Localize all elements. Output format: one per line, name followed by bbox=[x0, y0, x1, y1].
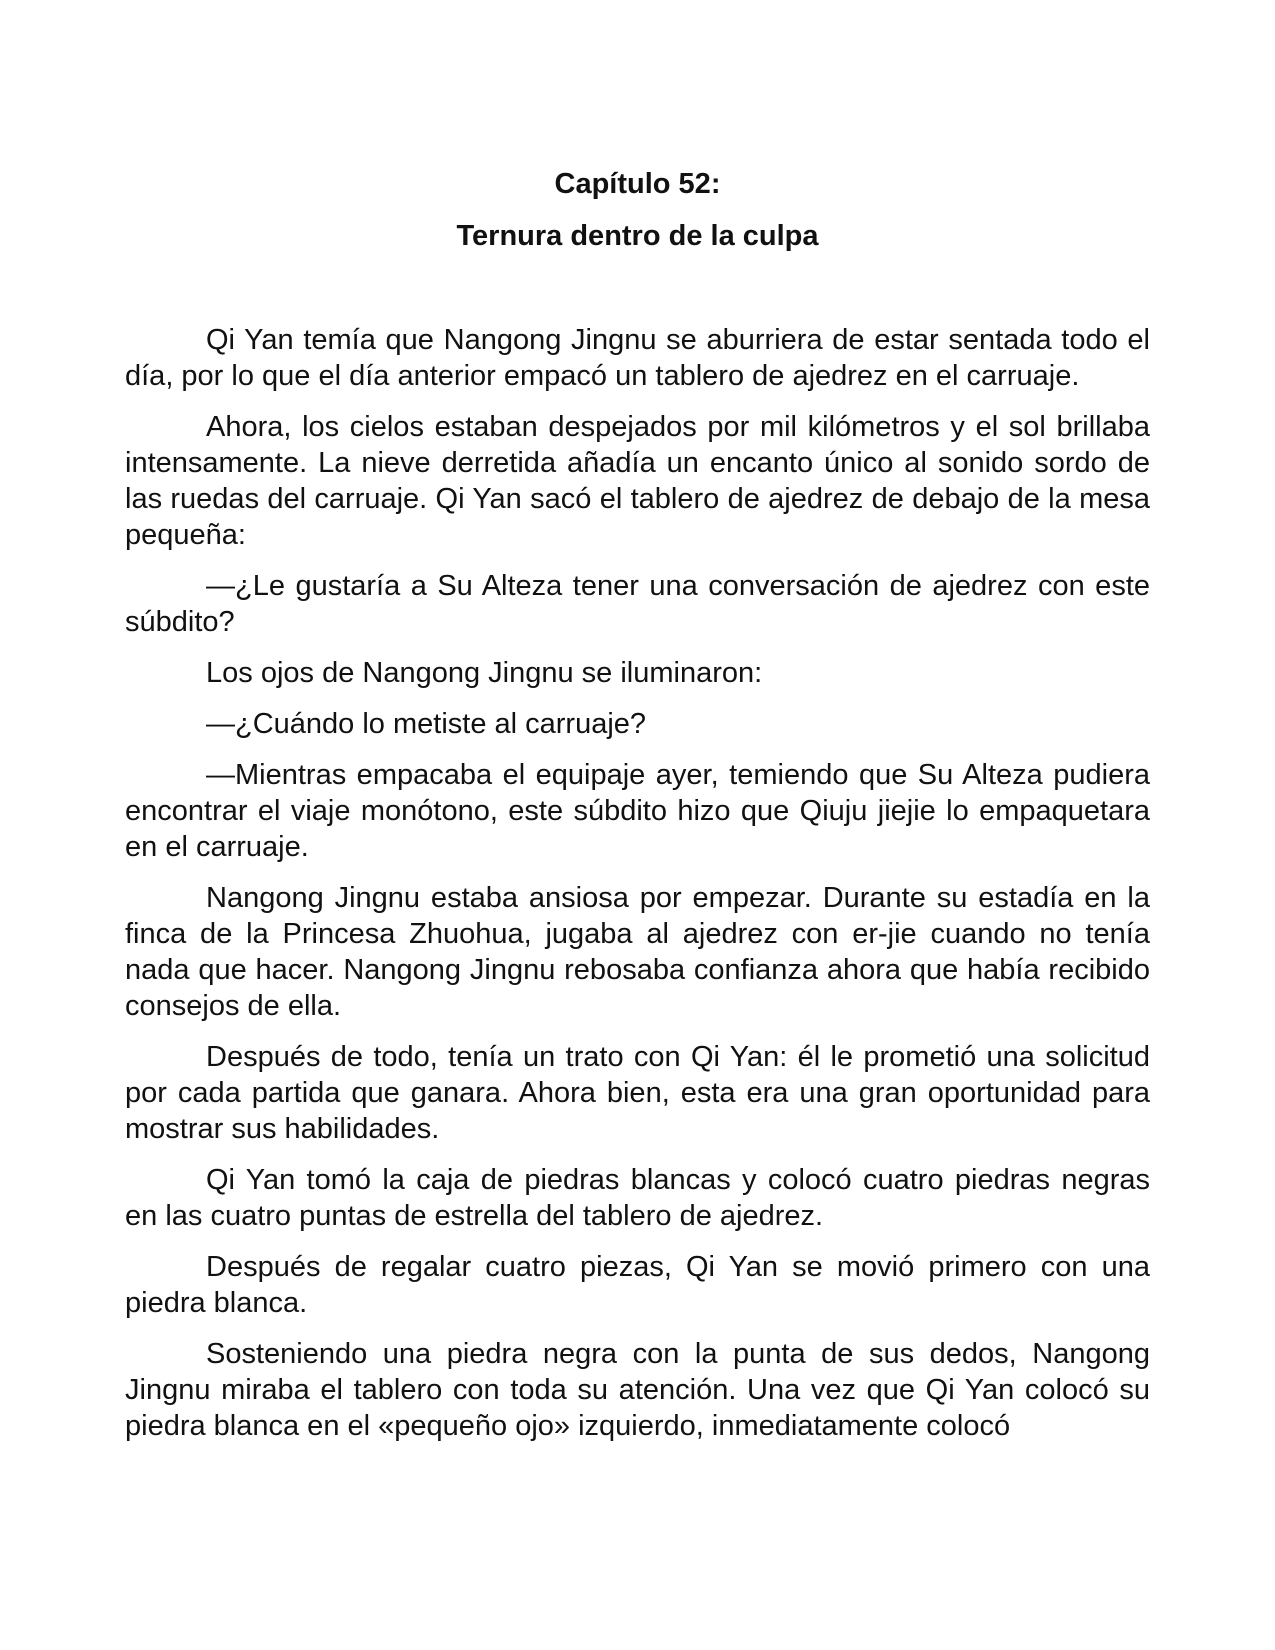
paragraph: —¿Cuándo lo metiste al carruaje? bbox=[206, 708, 647, 740]
paragraph: Los ojos de Nangong Jingnu se iluminaron: bbox=[206, 657, 763, 689]
paragraph: Sosteniendo una piedra negra con la punta de sus dedos, Nangong Jingnu miraba el tablero con toda su atención. Una vez que Qi Yan colocó su piedra blanca en el «pequeño ojo» izquierdo, inmediatamente colocó bbox=[125, 1338, 1150, 1442]
paragraph: Después de regalar cuatro piezas, Qi Yan se movió primero con una piedra blanca. bbox=[125, 1251, 1150, 1319]
chapter-number: Capítulo 52: bbox=[554, 168, 721, 200]
paragraph: Nangong Jingnu estaba ansiosa por empezar. Durante su estadía en la finca de la Princesa Zhuohua, jugaba al ajedrez con er-jie cuando no tenía nada que hacer. Nangong Jingnu rebosaba confianza ahora que había recibido consejos de ella. bbox=[125, 882, 1150, 1022]
paragraph: —¿Le gustaría a Su Alteza tener una conversación de ajedrez con este súbdito? bbox=[125, 570, 1150, 638]
paragraph: —Mientras empacaba el equipaje ayer, temiendo que Su Alteza pudiera encontrar el viaje monótono, este súbdito hizo que Qiuju jiejie lo empaquetara en el carruaje. bbox=[125, 759, 1150, 863]
paragraph: Qi Yan tomó la caja de piedras blancas y colocó cuatro piedras negras en las cuatro puntas de estrella del tablero de ajedrez. bbox=[125, 1164, 1150, 1232]
paragraph: Después de todo, tenía un trato con Qi Yan: él le prometió una solicitud por cada partida que ganara. Ahora bien, esta era una gran oportunidad para mostrar sus habilidades. bbox=[125, 1041, 1150, 1145]
chapter-title: Ternura dentro de la culpa bbox=[456, 220, 819, 252]
paragraph: Ahora, los cielos estaban despejados por mil kilómetros y el sol brillaba intensamente. La nieve derretida añadía un encanto único al sonido sordo de las ruedas del carruaje. Qi Yan sacó el tablero de ajedrez de debajo de la mesa pequeña: bbox=[125, 411, 1150, 551]
chapter-body bbox=[125, 322, 1150, 1459]
paragraph: Qi Yan temía que Nangong Jingnu se aburriera de estar sentada todo el día, por lo que el día anterior empacó un tablero de ajedrez en el carruaje. bbox=[125, 324, 1150, 392]
